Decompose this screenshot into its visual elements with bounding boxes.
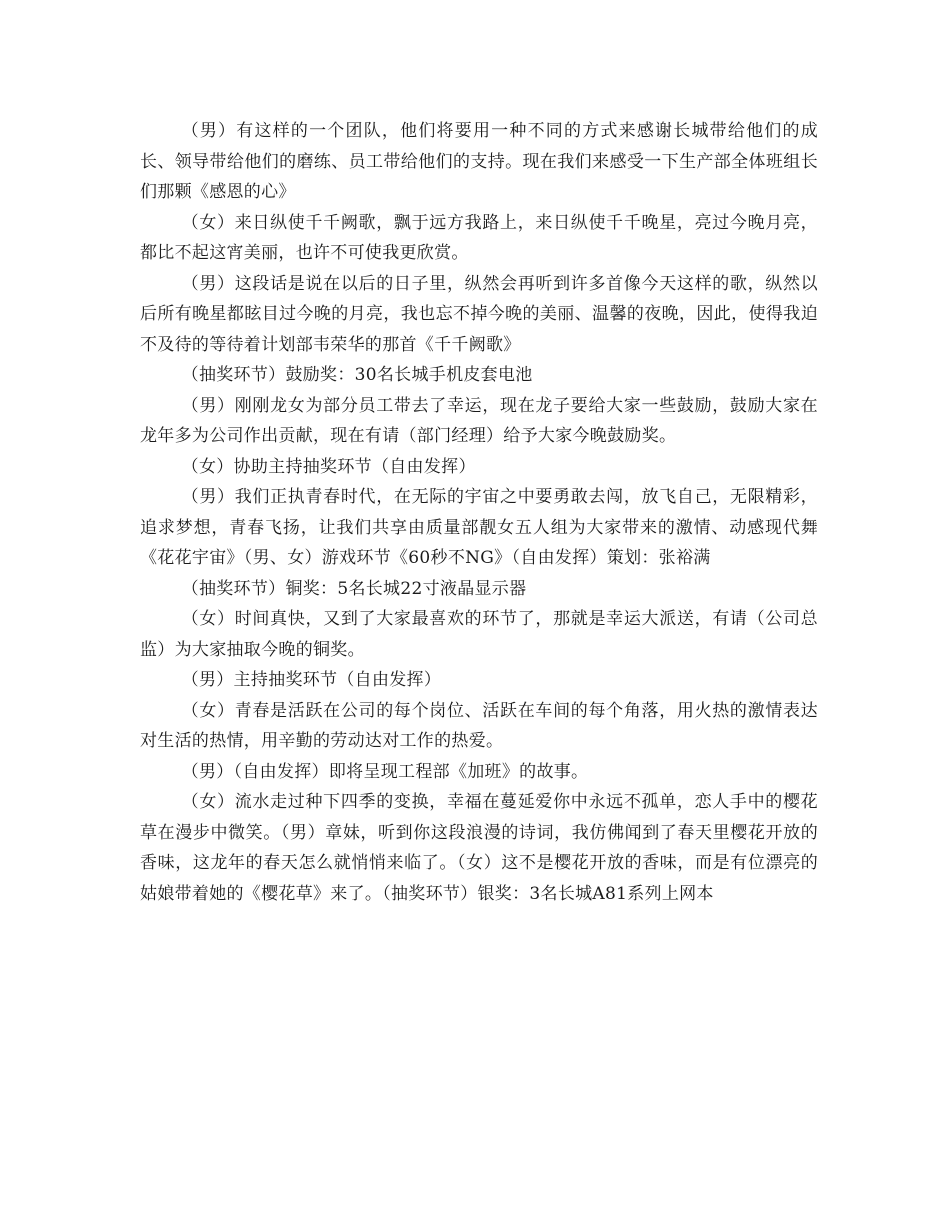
paragraph: （抽奖环节）铜奖：5名长城22寸液晶显示器	[181, 578, 527, 599]
paragraph: （女）协助主持抽奖环节（自由发挥）	[181, 456, 476, 477]
paragraph: （抽奖环节）鼓励奖：30名长城手机皮套电池	[181, 365, 533, 385]
paragraph: （男）主持抽奖环节（自由发挥）	[181, 670, 442, 690]
paragraph: （男）（自由发挥）即将呈现工程部《加班》的故事。	[181, 761, 589, 782]
paragraph: （男）有这样的一个团队，他们将要用一种不同的方式来感谢长城带给他们的成长、领导带给他们的磨练、员工带给他们的支持。现在我们来感受一下生产部全体班组长们那颗《感恩的心》	[140, 121, 818, 202]
paragraph: （女）时间真快，又到了大家最喜欢的环节了，那就是幸运大派送，有请（公司总监）为大家抽取今晚的铜奖。	[140, 609, 818, 660]
paragraph: （女）来日纵使千千阙歌，飘于远方我路上，来日纵使千千晚星，亮过今晚月亮，都比不起这宵美丽，也许不可使我更欣赏。	[140, 212, 818, 263]
paragraph: （男）刚刚龙女为部分员工带去了幸运，现在龙子要给大家一些鼓励，鼓励大家在龙年多为公司作出贡献，现在有请（部门经理）给予大家今晚鼓励奖。	[140, 395, 818, 446]
paragraph: （男）这段话是说在以后的日子里，纵然会再听到许多首像今天这样的歌，纵然以后所有晚星都眩目过今晚的月亮，我也忘不掉今晚的美丽、温馨的夜晚，因此，使得我迫不及待的等待着计划部韦荣华的那首《千千阙歌》	[140, 273, 818, 355]
paragraph: （男）我们正执青春时代，在无际的宇宙之中要勇敢去闯，放飞自己，无限精彩，追求梦想，青春飞扬，让我们共享由质量部靓女五人组为大家带来的激情、动感现代舞《花花宇宙》（男、女）游戏环节《60秒不NG》（自由发挥）策划：张裕满	[140, 487, 818, 568]
document-body	[140, 116, 818, 909]
paragraph: （女）流水走过种下四季的变换，幸福在蔓延爱你中永远不孤单，恋人手中的樱花草在漫步中微笑。（男）章妹，听到你这段浪漫的诗词，我仿佛闻到了春天里樱花开放的香味，这龙年的春天怎么就悄悄来临了。（女）这不是樱花开放的香味，而是有位漂亮的姑娘带着她的《樱花草》来了。（抽奖环节）银奖：3名长城A81系列上网本	[140, 792, 818, 904]
paragraph: （女）青春是活跃在公司的每个岗位、活跃在车间的每个角落，用火热的激情表达对生活的热情，用辛勤的劳动达对工作的热爱。	[140, 700, 818, 751]
